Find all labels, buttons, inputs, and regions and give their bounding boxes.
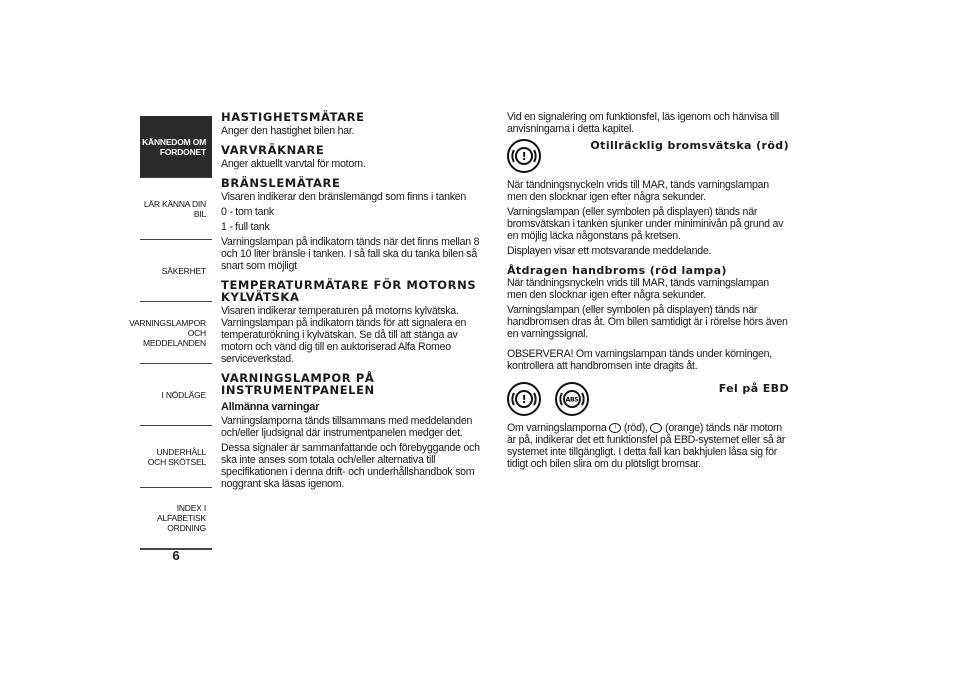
paragraph: När tändningsnyckeln vrids till MAR, tänds varningslampan men den slocknar igen efter några sekunder. (507, 179, 769, 203)
brake-warning-icon (507, 382, 541, 416)
chapter-sidebar (129, 116, 212, 550)
tab-kannedom-om-fordonet[interactable] (140, 116, 212, 178)
tab-sakerhet[interactable] (140, 240, 212, 302)
paragraph: Anger den hastighet bilen har. (221, 125, 355, 137)
paragraph: När tändningsnyckeln vrids till MAR, tänds varningslampan men den slocknar igen efter några sekunder. (507, 277, 769, 301)
right-column (507, 111, 789, 473)
paragraph: Dessa signaler är sammanfattande och förebyggande och ska inte anses som totala och/eller alternativa till specifikationen i denna drift- och underhållshandbok som noggrant ska läsas igenom. (221, 442, 480, 490)
tab-label: I NÖDLÄGE (161, 389, 206, 400)
exclamation-glyph: ! (521, 393, 527, 406)
tab-lar-kanna-din-bil[interactable] (140, 178, 212, 240)
abs-label: ABS (565, 396, 579, 404)
tab-underhall[interactable] (140, 426, 212, 488)
heading-bransle: BRÄNSLEMÄTARE (221, 176, 341, 190)
text-segment: (röd), (623, 422, 648, 434)
paragraph: Visaren indikerar den bränslemängd som finns i tanken (221, 191, 467, 203)
tab-label: SÄKERHET (161, 265, 206, 276)
page-number: 6 (172, 548, 180, 563)
tab-label: KÄNNEDOM OM FORDONET (142, 136, 206, 157)
heading-handbroms: Åtdragen handbroms (röd lampa) (507, 264, 727, 277)
paragraph-ebd (507, 422, 789, 470)
tab-varningslampor[interactable] (129, 302, 212, 364)
text-segment: (orange) tänds när motorn är på, indikerar det ett funktionsfel på EBD-systemet eller så är systemet inte tillgängligt. I detta fall kan bakhjulen låsa sig för tidigt och bilen slira om du plötsligt bromsar. (507, 422, 786, 470)
abs-inline-icon (650, 423, 662, 433)
subheading-allmanna: Allmänna varningar (221, 401, 320, 413)
exclamation-glyph: ! (521, 150, 527, 163)
paragraph: 1 - full tank (221, 221, 270, 233)
heading-ebd: Fel på EBD (718, 382, 789, 395)
paragraph: OBSERVERA! Om varningslampan tänds under körningen, kontrollera att handbromsen inte dragits åt. (507, 348, 772, 372)
tab-label: VARNINGSLAMPOR OCH MEDDELANDEN (129, 317, 206, 348)
heading-hastighetsmatare: HASTIGHETSMÄTARE (221, 110, 365, 124)
tab-i-nodlage[interactable] (140, 364, 212, 426)
paragraph: Varningslamporna tänds tillsammans med meddelanden och/eller ljudsignal där instrumentpanelen medger det. (221, 415, 473, 439)
paragraph: Displayen visar ett motsvarande meddelande. (507, 245, 712, 257)
heading-varningslampor: VARNINGSLAMPOR PÅ INSTRUMENTPANELEN (221, 371, 375, 397)
ebd-header (507, 382, 789, 416)
tab-label: INDEX I ALFABETISK ORDNING (156, 503, 206, 533)
brake-inline-icon: ! (609, 423, 621, 433)
paragraph: 0 - tom tank (221, 206, 274, 218)
heading-varvraknare: VARVRÄKNARE (221, 143, 325, 157)
left-column (221, 111, 491, 493)
paragraph: Anger aktuellt varvtal för motorn. (221, 158, 366, 170)
abs-warning-icon (555, 382, 589, 416)
paragraph: Vid en signalering om funktionsfel, läs igenom och hänvisa till anvisningarna i detta kapitel. (507, 111, 780, 135)
paragraph: Varningslampan på indikatorn tänds när det finns mellan 8 och 10 liter bränsle i tanken. I så fall ska du tanka bilen så snart som möjligt (221, 236, 480, 272)
heading-temperatur: TEMPERATURMÄTARE FÖR MOTORNS KYLVÄTSKA (221, 278, 477, 304)
paragraph: Varningslampan (eller symbolen på displayen) tänds när bromsvätskan i tanken sjunker under miniminivån på grund av en möjlig läcka någonstans på kretsen. (507, 206, 784, 242)
ebd-icons (507, 382, 589, 416)
tab-label: LÄR KÄNNA DIN BIL (143, 198, 206, 219)
paragraph: Visaren indikerar temperaturen på motorns kylvätska. Varningslampan på indikatorn tänds för att signalera en temperaturökning i kylvätskan. Se då till att stänga av motorn och vänd dig till en auktoriserad Alfa Romeo serviceverkstad. (221, 305, 467, 365)
tab-index[interactable] (140, 488, 212, 550)
paragraph: Varningslampan (eller symbolen på displayen) tänds när handbromsen dras åt. Om bilen samtidigt är i rörelse hörs även en varningssignal. (507, 304, 788, 340)
brake-warning-icon (507, 139, 541, 173)
tab-label: UNDERHÅLL OCH SKÖTSEL (147, 446, 206, 467)
text-segment: Om varningslamporna (507, 422, 607, 434)
brakefluid-header (507, 139, 789, 173)
heading-bromsvatska: Otillräcklig bromsvätska (röd) (590, 139, 789, 152)
